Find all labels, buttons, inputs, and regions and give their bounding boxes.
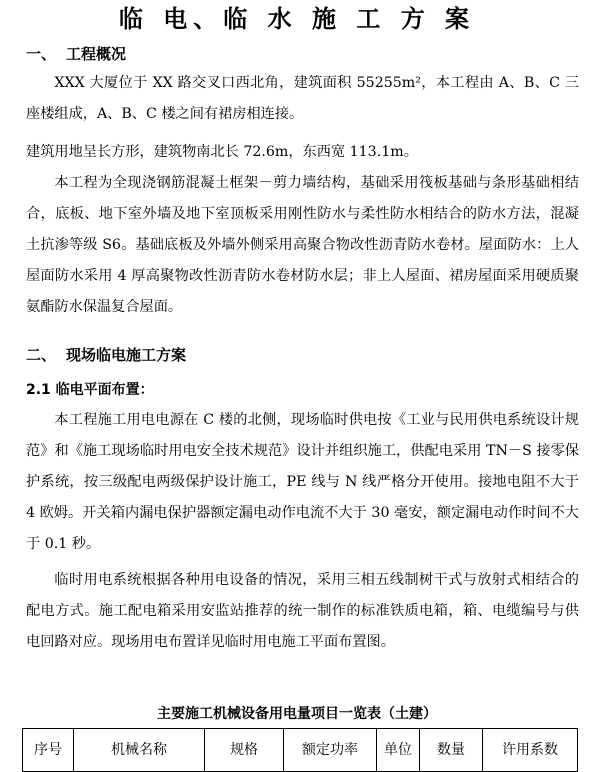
section-2-heading [26, 345, 186, 365]
section-1-heading [26, 44, 126, 64]
section-2-number: 二、 [26, 346, 57, 364]
section-1-paragraph-3: 本工程为全现浇钢筋混凝土框架－剪力墙结构，基础采用筏板基础与条形基础相结合，底板、地下室外墙及地下室顶板采用刚性防水与柔性防水相结合的防水方法，混凝土抗渗等级 S6。基础底板及外墙外侧采用高聚合物改性沥青防水卷材。屋面防水：上人屋面防水采用 4 厚高聚物改性沥青防水卷材防水层；非上人屋面、裙房屋面采用硬质聚氨酯防水保温复合屋面。 [26, 175, 579, 315]
section-1-paragraph-2: 建筑用地呈长方形，建筑物南北长 72.6m，东西宽 113.1m。 [26, 144, 418, 160]
section-2-paragraph-2: 临时用电系统根据各种用电设备的情况，采用三相五线制树干式与放射式相结合的配电方式。施工配电箱采用安监站推荐的统一制作的标准铁质电箱，箱、电缆编号与供电回路对应。现场用电布置详见临时用电施工平面布置图。 [26, 572, 579, 650]
table-header-cell: 许用系数 [483, 729, 578, 772]
section-1-paragraph-1: XXX 大厦位于 XX 路交叉口西北角，建筑面积 55255m²，本工程由 A、B、C 三座楼组成，A、B、C 楼之间有裙房相连接。 [26, 75, 579, 122]
table-header-cell: 序号 [23, 729, 74, 772]
table-header-cell: 单位 [377, 729, 420, 772]
table-header-row [23, 729, 578, 772]
section-1-number: 一、 [26, 45, 57, 63]
section-1-title: 工程概况 [66, 45, 127, 63]
table-header-cell: 数量 [420, 729, 483, 772]
table-title: 主要施工机械设备用电量项目一览表（土建） [157, 706, 437, 722]
table-header-cell: 额定功率 [284, 729, 377, 772]
table-header-cell: 规格 [205, 729, 284, 772]
table-header-cell: 机械名称 [74, 729, 205, 772]
equipment-table [22, 728, 578, 772]
document-title: 临 电、临 水 施 工 方 案 [118, 5, 476, 33]
section-2-1-heading: 2.1 临电平面布置： [26, 382, 154, 398]
section-2-paragraph-1: 本工程施工用电电源在 C 楼的北侧，现场临时供电按《工业与民用供电系统设计规范》和《施工现场临时用电安全技术规范》设计并组织施工，供配电采用 TN－S 接零保护系统，按三级配电两级保护设计施工，PE 线与 N 线严格分开使用。接地电阻不大于 4 欧姆。开关箱内漏电保护器额定漏电动作电流不大于 30 毫安，额定漏电动作时间不大于 0.1 秒。 [26, 412, 579, 552]
section-2-title: 现场临电施工方案 [66, 346, 187, 364]
